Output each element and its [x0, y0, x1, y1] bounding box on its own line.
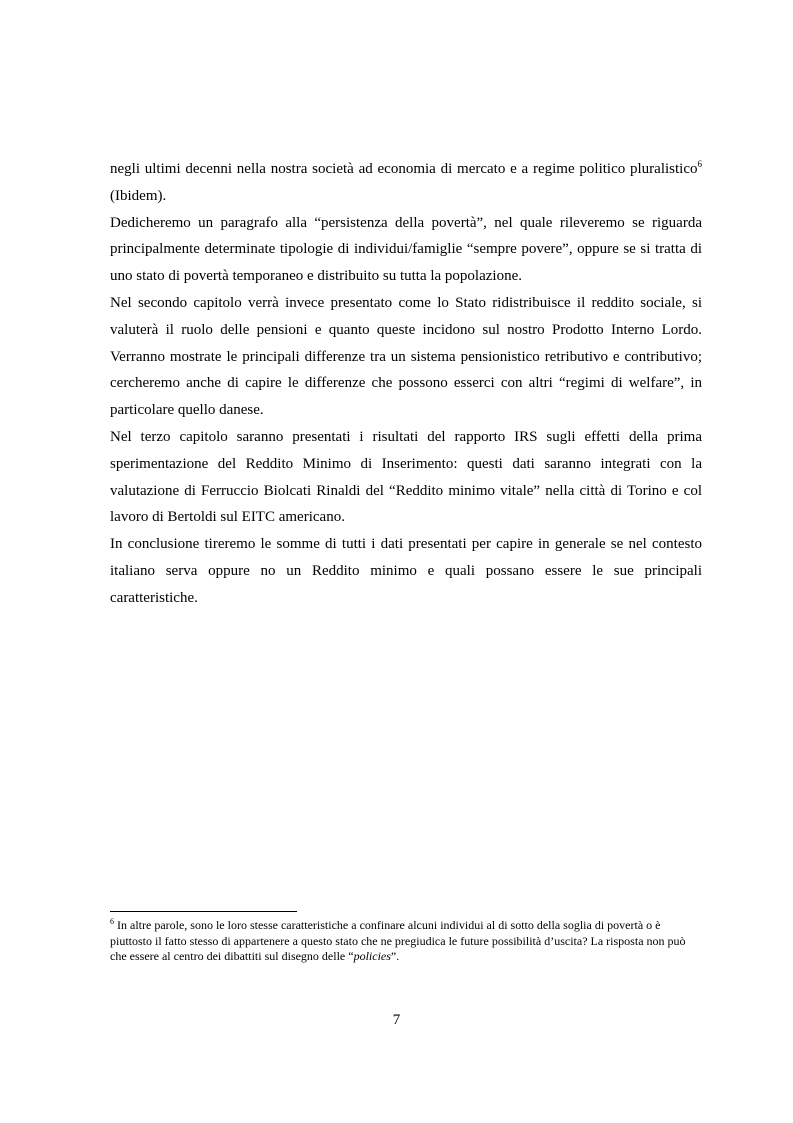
page-number: 7: [392, 1012, 401, 1028]
footnote-marker: 6: [110, 917, 114, 926]
footnote-reference[interactable]: 6: [697, 159, 702, 169]
paragraph-4: Nel terzo capitolo saranno presentati i risultati del rapporto IRS sugli effetti della prima sperimentazione del Reddito Minimo di Inserimento: questi dati saranno integrati con la valutazione di Ferruccio Biolcati Rinaldi del “Reddito minimo vitale” nella città di Torino e col lavoro di Bertoldi sul EITC americano.: [110, 428, 702, 526]
footnote-text: In altre parole, sono le loro stesse caratteristiche a confinare alcuni individui al di sotto della soglia di povertà o è piuttosto il fatto stesso di appartenere a questo stato che ne pregiudica le future possibilità d’uscita? La risposta non può che essere al centro dei dibattiti sul disegno delle “: [110, 918, 686, 964]
footnote: [110, 918, 700, 965]
paragraph-5: In conclusione tireremo le somme di tutti i dati presentati per capire in generale se nel contesto italiano serva oppure no un Reddito minimo e quali possano essere le sue principali caratteristiche.: [110, 536, 702, 606]
paragraph-3: Nel secondo capitolo verrà invece presentato come lo Stato ridistribuisce il reddito sociale, si valuterà il ruolo delle pensioni e quanto queste incidono sul nostro Prodotto Interno Lordo. Verranno mostrate le principali differenze tra un sistema pensionistico retributivo e contributivo; cercheremo anche di capire le differenze che possono esserci con altri “regimi di welfare”, in particolare quello danese.: [110, 294, 702, 419]
footnote-italic-term: policies: [353, 949, 391, 964]
paragraph-1: [110, 156, 702, 210]
paragraph-1-text: negli ultimi decenni nella nostra società ad economia di mercato e a regime politico pluralistico: [110, 161, 698, 177]
body-text: [110, 156, 702, 612]
paragraph-2: Dedicheremo un paragrafo alla “persistenza della povertà”, nel quale rileveremo se riguarda principalmente determinate tipologie di individui/famiglie “sempre povere”, oppure se si tratta di uno stato di povertà temporaneo e distribuito su tutta la popolazione.: [110, 214, 702, 285]
footnote-end: ”.: [390, 949, 400, 964]
paragraph-1-tail: (Ibidem).: [110, 187, 167, 204]
footnote-separator: [110, 911, 297, 912]
